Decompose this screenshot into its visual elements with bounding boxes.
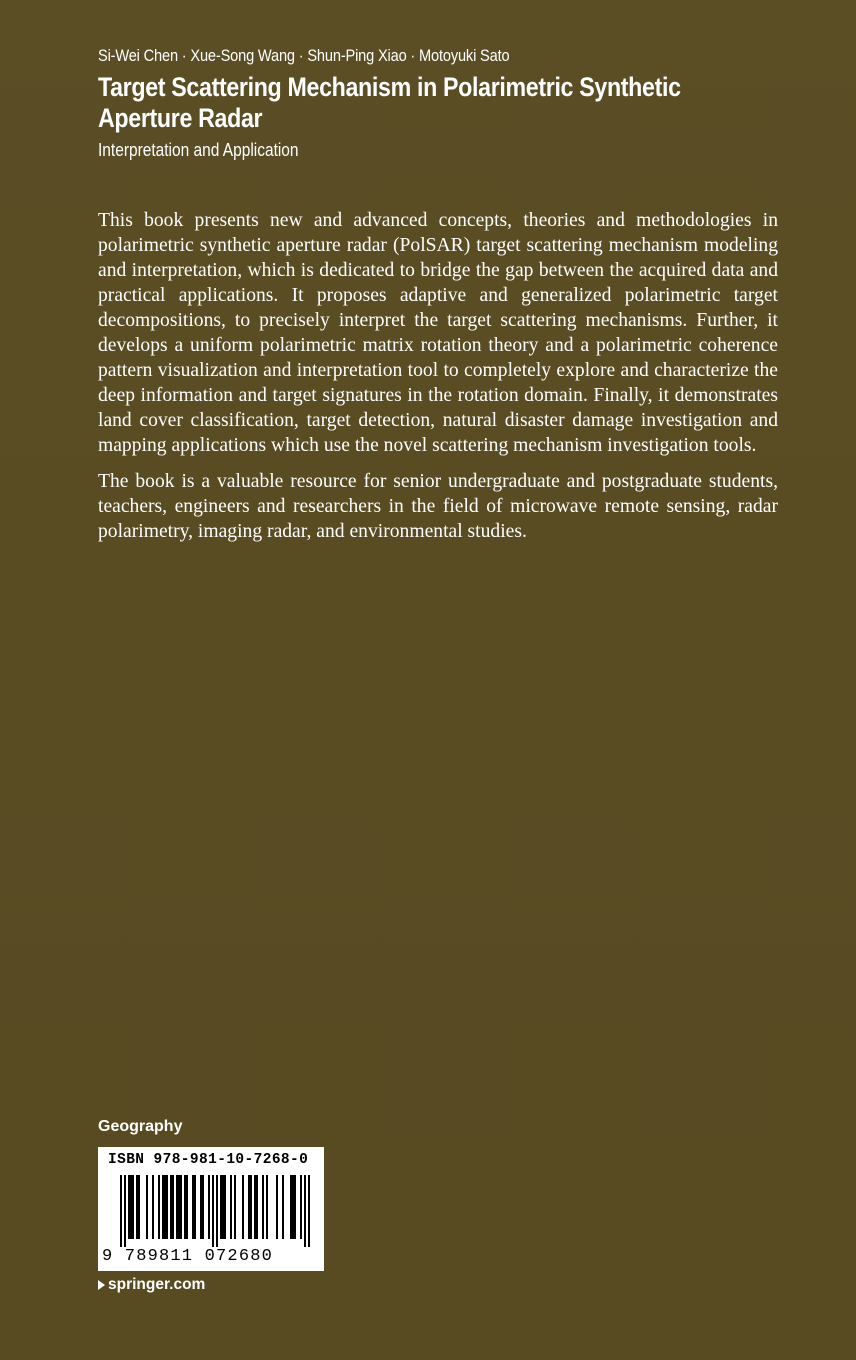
subject-category: Geography	[98, 1118, 183, 1135]
barcode-bar	[212, 1175, 214, 1247]
barcode-bar	[230, 1175, 232, 1239]
barcode-bar	[124, 1175, 126, 1247]
barcode-bar	[254, 1175, 256, 1239]
barcode-bar	[132, 1175, 134, 1239]
barcode-bar	[120, 1175, 122, 1247]
barcode-bar	[178, 1175, 180, 1239]
barcode-bar	[208, 1175, 210, 1239]
barcode-bar	[194, 1175, 196, 1239]
barcode-bar	[304, 1175, 306, 1247]
barcode-bar	[294, 1175, 296, 1239]
publisher-website: springer.com	[108, 1276, 206, 1293]
book-subtitle: Interpretation and Application	[98, 140, 299, 160]
barcode-bar	[248, 1175, 250, 1239]
isbn-barcode	[98, 1147, 324, 1271]
barcode-bar	[166, 1175, 168, 1239]
barcode-bar	[186, 1175, 188, 1239]
barcode-bar	[276, 1175, 278, 1239]
barcode-digits: 9 789811 072680	[102, 1247, 274, 1266]
barcode-bar	[242, 1175, 244, 1239]
barcode-bar	[164, 1175, 166, 1239]
cover-header	[98, 44, 788, 162]
barcode-bar	[202, 1175, 204, 1239]
barcode-bar	[158, 1175, 160, 1239]
author-list: Si-Wei Chen · Xue-Song Wang · Shun-Ping Xiao · Motoyuki Sato	[98, 46, 510, 65]
barcode-bar	[172, 1175, 174, 1239]
barcode-bar	[146, 1175, 148, 1239]
book-title: Target Scattering Mechanism in Polarimetric Synthetic Aperture Radar	[98, 72, 681, 133]
description-paragraph: This book presents new and advanced concepts, theories and methodologies in polarimetric synthetic aperture radar (PolSAR) target scattering mechanism modeling and interpretation, which is dedicated to bridge the gap between the acquired data and practical applications. It proposes adaptive and generalized polarimetric target decompositions, to precisely interpret the target scattering mechanisms. Further, it develops a uniform polarimetric matrix rotation theory and a polarimetric coherence pattern visualization and interpretation tool to completely explore and characterize the deep information and target signatures in the rotation domain. Finally, it demonstrates land cover classification, target detection, natural disaster damage investigation and mapping applications which use the novel scattering mechanism investigation tools.	[98, 210, 778, 456]
barcode-bar	[130, 1175, 132, 1239]
barcode-bar	[184, 1175, 186, 1239]
description-paragraph: The book is a valuable resource for senior undergraduate and postgraduate students, teachers, engineers and researchers in the field of microwave remote sensing, radar polarimetry, imaging radar, and environmental studies.	[98, 471, 778, 542]
barcode-bar	[262, 1175, 264, 1239]
barcode-bar	[162, 1175, 164, 1239]
barcode-bar	[136, 1175, 138, 1239]
barcode-bar	[152, 1175, 154, 1239]
isbn-label: ISBN 978-981-10-7268-0	[108, 1152, 309, 1168]
barcode-bar	[192, 1175, 194, 1239]
barcode-bar	[300, 1175, 302, 1239]
barcode-bar	[216, 1175, 218, 1247]
barcode-bar	[138, 1175, 140, 1239]
barcode-bar	[176, 1175, 178, 1239]
barcode-bar	[308, 1175, 310, 1247]
triangle-right-icon	[98, 1280, 105, 1290]
barcode-bar	[234, 1175, 236, 1239]
publisher-link[interactable]	[98, 1276, 205, 1294]
barcode-bar	[256, 1175, 258, 1239]
barcode-bar	[170, 1175, 172, 1239]
barcode-bar	[180, 1175, 182, 1239]
barcode-bar	[220, 1175, 222, 1239]
barcode-bar	[290, 1175, 292, 1239]
barcode-bar	[222, 1175, 224, 1239]
barcode-bar	[224, 1175, 226, 1239]
barcode-bar	[200, 1175, 202, 1239]
barcode-bar	[266, 1175, 268, 1239]
barcode-bar	[292, 1175, 294, 1239]
book-description	[98, 208, 778, 555]
barcode-bar	[282, 1175, 284, 1239]
barcode-bar	[128, 1175, 130, 1239]
barcode-icon	[98, 1173, 324, 1249]
barcode-bar	[250, 1175, 252, 1239]
